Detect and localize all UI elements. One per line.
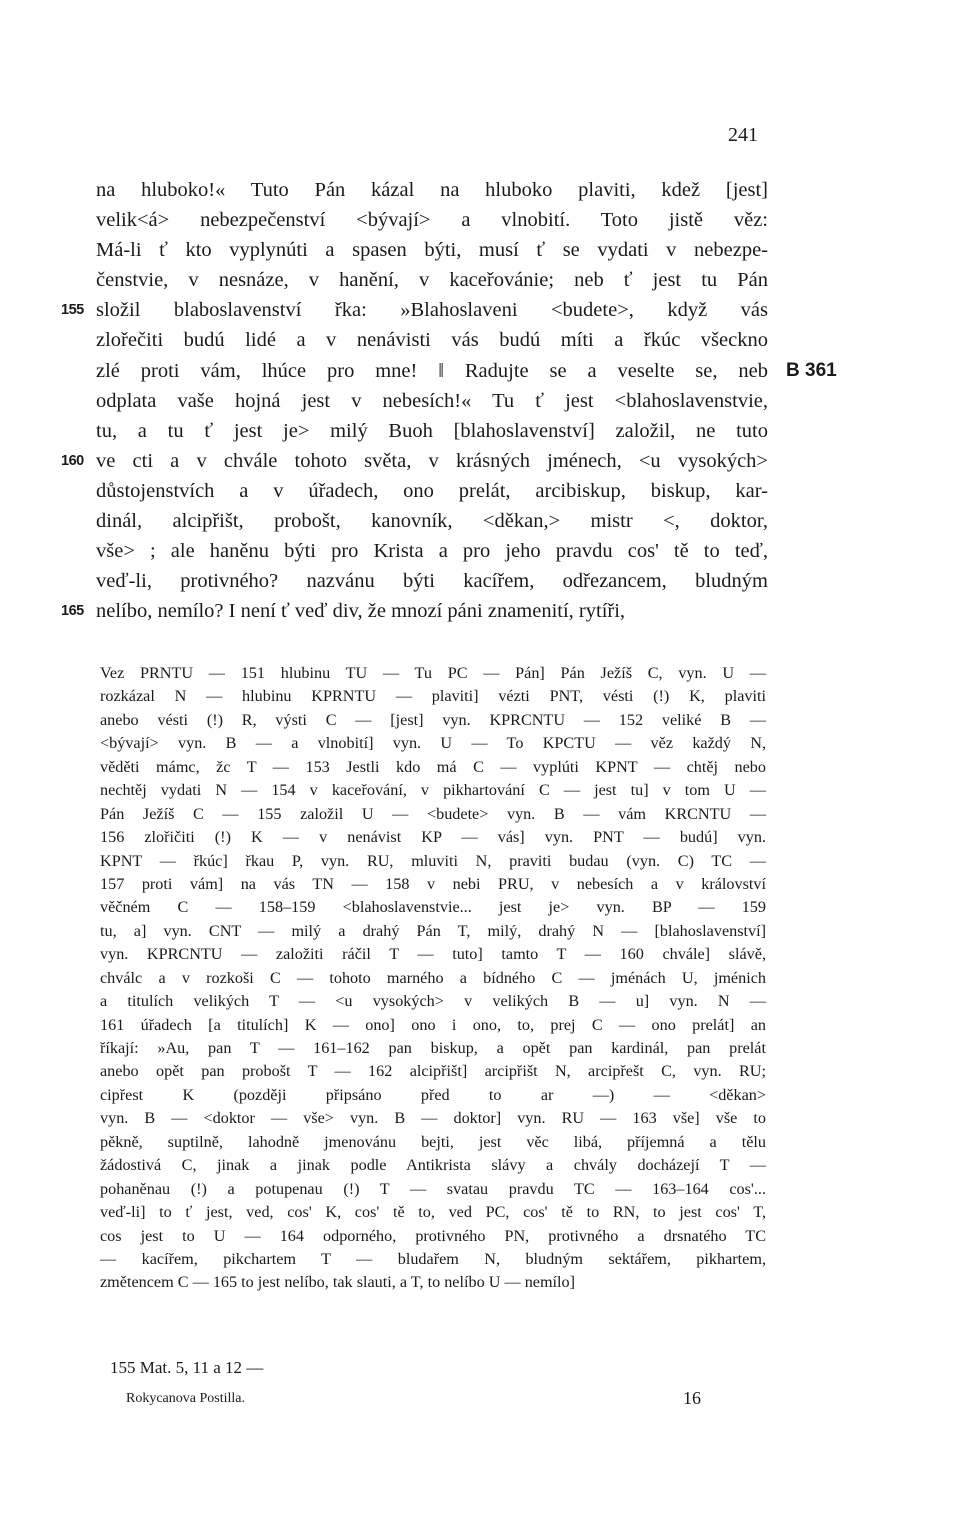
text-line — [96, 265, 768, 295]
apparatus-line: změtencem C — 165 to jest nelíbo, tak slauti, a T, to nelíbo U — nemílo] — [100, 1273, 576, 1292]
apparatus-line: nechtěj vydati N — 154 v kaceřování, v pikhartování C — jest tu] v tom U — — [100, 781, 766, 800]
text-line-content: odplata vaše hojná jest v nebesích!« Tu ť jest <blahoslavenstvie, — [96, 389, 768, 412]
text-line — [96, 536, 768, 566]
text-line-content: důstojenstvích a v úřadech, ono prelát, arcibiskup, biskup, kar- — [96, 479, 768, 502]
apparatus-line: věčném C — 158–159 <blahoslavenstvie... jest je> vyn. BP — 159 — [100, 898, 766, 917]
apparatus-line: říkají: »Au, pan T — 161–162 pan biskup, a opět pan kardinál, pan prelát — [100, 1039, 766, 1057]
apparatus-line: anebo opět pan probošt T — 162 alcipřišt] arcipřišt N, arcipřešt C, vyn. RU; — [100, 1062, 766, 1081]
apparatus-line: cipřest K (později připsáno před to ar —) — <děkan> — [100, 1085, 766, 1104]
line-number: 155 — [61, 302, 84, 319]
text-line-content: dinál, alcipřišt, probošt, kanovník, <děkan,> mistr <, doktor, — [96, 510, 768, 533]
bottom-reference: 155 Mat. 5, 11 a 12 — — [110, 1358, 264, 1377]
text-line — [96, 416, 768, 446]
text-line-content: ve cti a v chvále tohoto světa, v krásných jménech, <u vysokých> — [96, 449, 768, 472]
apparatus-line: chválc a v rozkoši C — tohoto marného a bídného C — jménách U, jménich — [100, 968, 766, 987]
apparatus-line: věděti mámc, žc T — 153 Jestli kdo má C — vyplúti KPNT — chtěj nebo — [100, 757, 766, 776]
text-line-content: veď-li, protivného? nazvánu býti kacířem, odřezancem, bludným — [96, 570, 768, 593]
text-line-content: zlořečiti budú lidé a v nenávisti vás budú míti a řkúc všeckno — [96, 329, 768, 352]
apparatus-line: veď-li] to ť jest, ved, cos' K, cos' tě to, ved PC, cos' tě to RN, to jest cos' T, — [100, 1203, 766, 1222]
apparatus-line: pohaněnau (!) a potupenau (!) T — svatau pravdu TC — 163–164 cos'... — [100, 1179, 766, 1198]
footer-title: Rokycanova Postilla. — [126, 1391, 245, 1406]
apparatus-line: cos jest to U — 164 odporného, protivného PN, protivného a drsnatého TC — [100, 1226, 766, 1245]
text-line-content: tu, a tu ť jest je> milý Buoh [blahoslavenství] založil, ne tuto — [96, 419, 768, 442]
text-line — [96, 386, 768, 416]
apparatus-line: rozkázal N — hlubinu KPRNTU — plaviti] vézti PNT, vésti (!) K, plaviti — [100, 687, 766, 706]
text-line — [96, 325, 768, 355]
apparatus-line: <bývají> vyn. B — a vlnobití] vyn. U — To KPCTU — věz každý N, — [100, 734, 766, 753]
text-line-content: na hluboko!« Tuto Pán kázal na hluboko plaviti, kdež [jest] — [96, 179, 768, 201]
text-line-content: čenstvie, v nesnáze, v hanění, v kaceřovánie; neb ť jest tu Pán — [96, 269, 768, 292]
text-line-content: zlé proti vám, lhúce pro mne! ‖ Radujte se a veselte se, neb — [96, 359, 768, 382]
signature-mark: 16 — [683, 1388, 701, 1408]
apparatus-line: KPNT — řkúc] řkau P, vyn. RU, mluviti N, praviti budau (vyn. C) TC — — [100, 851, 766, 870]
text-line — [96, 205, 768, 235]
text-line — [96, 356, 837, 386]
text-line-content: Má-li ť kto vyplynúti a spasen býti, musí ť se vydati v nebezpe- — [96, 239, 768, 262]
apparatus-line: pěkně, suptilně, lahodně jmenovánu bejti, jest věc libá, příjemná a tělu — [100, 1132, 766, 1151]
apparatus-line: vyn. KPRCNTU — založiti ráčil T — tuto] tamto T — 160 chvále] slávě, — [100, 945, 766, 964]
text-line-content: nelíbo, nemílo? I není ť veď div, že mnozí páni znamenití, rytíři, — [96, 600, 626, 623]
text-line — [61, 446, 768, 476]
text-line — [96, 566, 768, 596]
text-line — [61, 596, 768, 626]
apparatus-line: Pán Ježíš C — 155 založil U — <budete> vyn. B — vám KRCNTU — — [100, 804, 766, 823]
apparatus-line: 156 zlořičiti (!) K — v nenávist KP — vás] vyn. PNT — budú] vyn. — [100, 828, 766, 847]
margin-reference: B 361 — [786, 359, 837, 381]
text-line-content: vše> ; ale haněnu býti pro Krista a pro jeho pravdu cos' tě to teď, — [96, 540, 768, 563]
text-line-content: složil blaboslavenství řka: »Blahoslaveni <budete>, když vás — [96, 299, 768, 322]
apparatus-line: žádostivá C, jinak a jinak podle Antikrista slávy a chvály docházejí T — — [100, 1156, 766, 1175]
text-line — [96, 476, 768, 506]
critical-apparatus — [100, 662, 766, 1295]
text-line — [61, 295, 768, 325]
apparatus-line: anebo vésti (!) R, výsti C — [jest] vyn. KPRCNTU — 152 veliké B — — [100, 710, 766, 729]
apparatus-line: — kacířem, pikchartem T — bludařem N, bludným sektářem, pikhartem, — [100, 1249, 766, 1268]
text-line — [96, 506, 768, 536]
text-line — [96, 235, 768, 265]
line-number: 165 — [61, 603, 84, 620]
text-line — [96, 175, 768, 205]
apparatus-line: tu, a] vyn. CNT — milý a drahý Pán T, milý, drahý N — [blahoslavenství] — [100, 921, 766, 940]
apparatus-line: a titulích velikých T — <u vysokých> v velikých B — u] vyn. N — — [100, 992, 766, 1011]
text-line-content: velik<á> nebezpečenství <bývají> a vlnobití. Toto jistě věz: — [96, 209, 768, 232]
line-number: 160 — [61, 452, 84, 469]
apparatus-line: Vez PRNTU — 151 hlubinu TU — Tu PC — Pán] Pán Ježíš C, vyn. U — — [100, 664, 766, 682]
apparatus-line: 161 úřadech [a titulích] K — ono] ono i ono, to, prej C — ono prelát] an — [100, 1015, 766, 1034]
apparatus-line: 157 proti vám] na vás TN — 158 v nebi PRU, v nebesích a v království — [100, 874, 766, 893]
apparatus-line: vyn. B — <doktor — vše> vyn. B — doktor] vyn. RU — 163 vše] vše to — [100, 1109, 766, 1128]
main-text — [61, 175, 837, 626]
page-number: 241 — [728, 124, 758, 146]
